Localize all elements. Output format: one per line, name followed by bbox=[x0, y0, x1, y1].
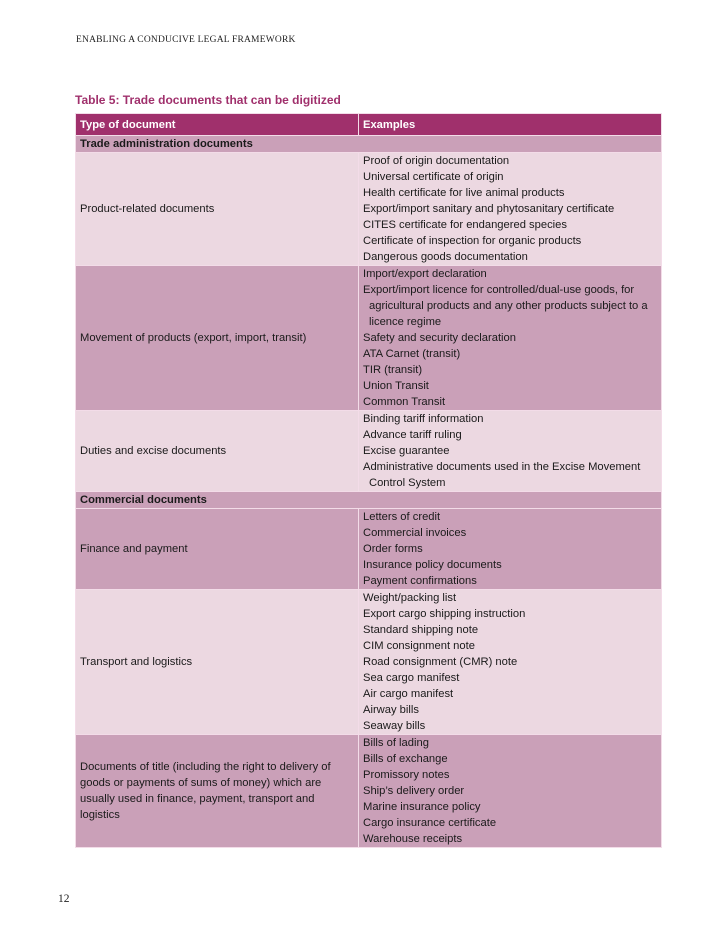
example-item: Marine insurance policy bbox=[363, 801, 481, 813]
example-item: Warehouse receipts bbox=[363, 833, 463, 845]
example-item: Seaway bills bbox=[363, 720, 426, 732]
example-item: Excise guarantee bbox=[363, 445, 450, 457]
example-item: TIR (transit) bbox=[363, 364, 423, 376]
example-item: Air cargo manifest bbox=[363, 688, 454, 700]
table-body bbox=[76, 136, 662, 848]
examples-cell bbox=[359, 735, 662, 848]
example-item: ATA Carnet (transit) bbox=[363, 348, 461, 360]
table-caption: Table 5: Trade documents that can be digitized bbox=[75, 93, 341, 107]
example-item: Standard shipping note bbox=[363, 624, 479, 636]
section-title: Trade administration documents bbox=[76, 136, 662, 153]
example-item: Commercial invoices bbox=[363, 527, 467, 539]
document-type-cell: Transport and logistics bbox=[76, 590, 359, 735]
document-type-cell: Movement of products (export, import, transit) bbox=[76, 266, 359, 411]
example-item: Common Transit bbox=[363, 396, 446, 408]
example-item: Advance tariff ruling bbox=[363, 429, 462, 441]
example-item: Export/import sanitary and phytosanitary certificate bbox=[363, 203, 615, 215]
example-item: Insurance policy documents bbox=[363, 559, 502, 571]
section-header-row bbox=[76, 136, 662, 153]
example-item: Union Transit bbox=[363, 380, 429, 392]
example-item: Dangerous goods documentation bbox=[363, 251, 528, 263]
running-header: ENABLING A CONDUCIVE LEGAL FRAMEWORK bbox=[76, 35, 296, 45]
example-item: Certificate of inspection for organic products bbox=[363, 235, 582, 247]
example-item: Import/export declaration bbox=[363, 268, 487, 280]
examples-cell bbox=[359, 153, 662, 266]
example-item: Safety and security declaration bbox=[363, 332, 516, 344]
example-item: Bills of exchange bbox=[363, 753, 448, 765]
example-item: Road consignment (CMR) note bbox=[363, 656, 518, 668]
example-item: Bills of lading bbox=[363, 737, 429, 749]
table-row bbox=[76, 411, 662, 492]
trade-documents-table bbox=[75, 113, 662, 848]
section-header-row bbox=[76, 492, 662, 509]
document-type-cell: Finance and payment bbox=[76, 509, 359, 590]
page-number: 12 bbox=[58, 893, 70, 905]
example-item: Sea cargo manifest bbox=[363, 672, 460, 684]
example-item: Payment confirmations bbox=[363, 575, 477, 587]
table-header-row bbox=[76, 114, 662, 136]
table-row bbox=[76, 266, 662, 411]
column-header-examples: Examples bbox=[359, 114, 662, 136]
table-row bbox=[76, 735, 662, 848]
example-item: Order forms bbox=[363, 543, 423, 555]
example-item: Ship’s delivery order bbox=[363, 785, 465, 797]
example-item: Health certificate for live animal products bbox=[363, 187, 565, 199]
example-item: Administrative documents used in the Excise Movement Control System bbox=[363, 461, 641, 489]
table-row bbox=[76, 590, 662, 735]
example-item: Export/import licence for controlled/dual-use goods, for agricultural products and any other products subject to a licence regime bbox=[363, 284, 648, 328]
document-type-cell: Documents of title (including the right to delivery of goods or payments of sums of money) which are usually used in finance, payment, transport and logistics bbox=[76, 735, 359, 848]
example-item: Airway bills bbox=[363, 704, 419, 716]
example-item: CITES certificate for endangered species bbox=[363, 219, 567, 231]
example-item: Promissory notes bbox=[363, 769, 450, 781]
table-row bbox=[76, 153, 662, 266]
examples-cell bbox=[359, 509, 662, 590]
example-item: Letters of credit bbox=[363, 511, 441, 523]
examples-cell bbox=[359, 411, 662, 492]
table-row bbox=[76, 509, 662, 590]
column-header-type: Type of document bbox=[76, 114, 359, 136]
example-item: Cargo insurance certificate bbox=[363, 817, 497, 829]
document-type-cell: Product-related documents bbox=[76, 153, 359, 266]
example-item: Proof of origin documentation bbox=[363, 155, 510, 167]
example-item: CIM consignment note bbox=[363, 640, 475, 652]
example-item: Binding tariff information bbox=[363, 413, 484, 425]
examples-cell bbox=[359, 266, 662, 411]
example-item: Export cargo shipping instruction bbox=[363, 608, 526, 620]
example-item: Universal certificate of origin bbox=[363, 171, 504, 183]
example-item: Weight/packing list bbox=[363, 592, 457, 604]
examples-cell bbox=[359, 590, 662, 735]
section-title: Commercial documents bbox=[76, 492, 662, 509]
document-type-cell: Duties and excise documents bbox=[76, 411, 359, 492]
